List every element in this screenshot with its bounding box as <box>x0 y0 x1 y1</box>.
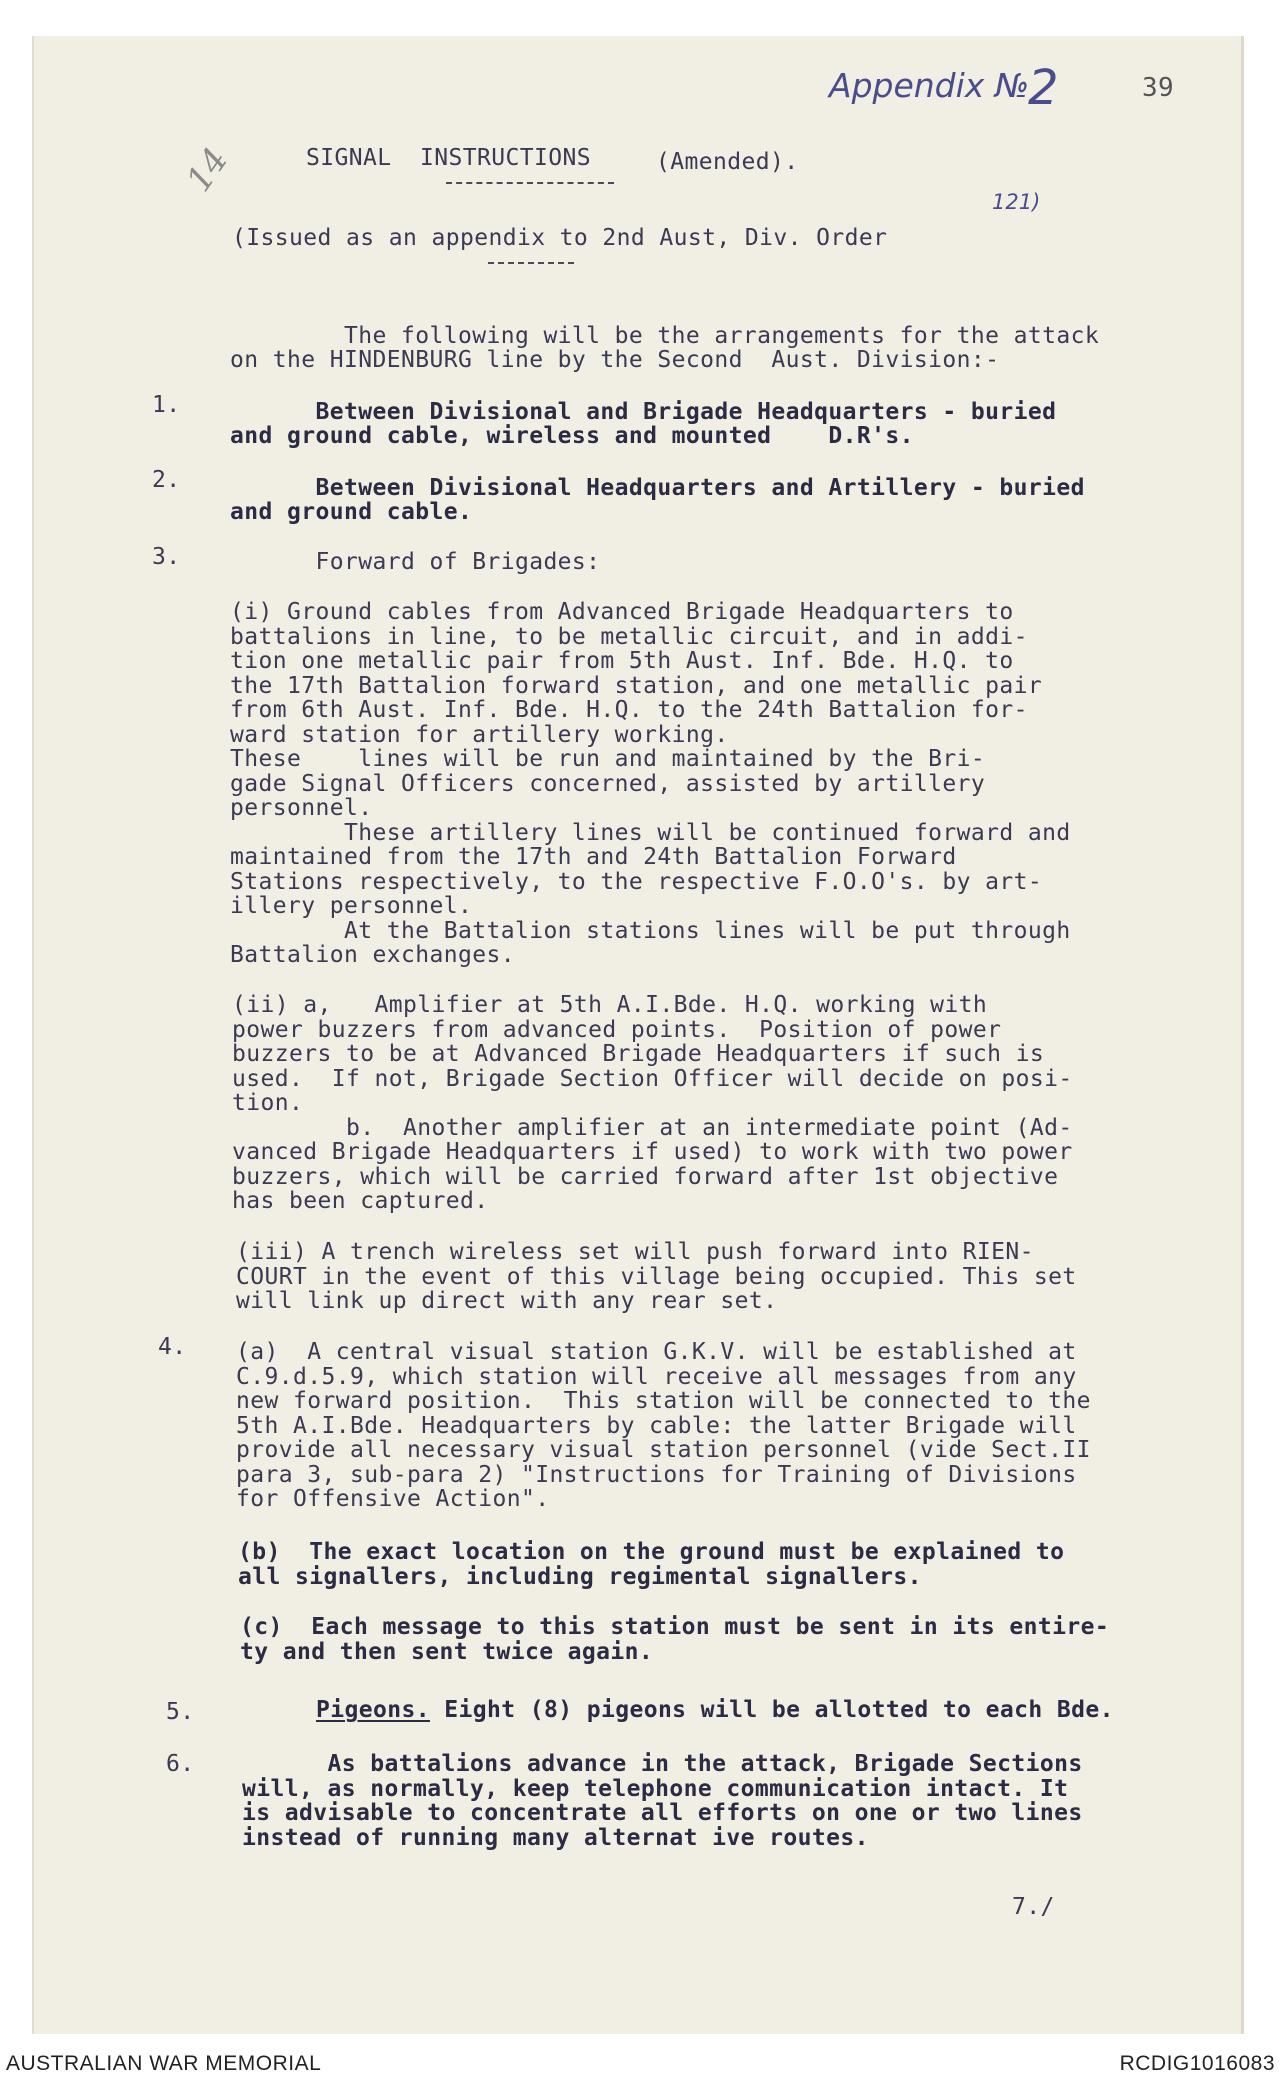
item-1-line: and ground cable, wireless and mounted D.R's. <box>230 423 914 449</box>
item-1-line: Between Divisional and Brigade Headquarters - buried <box>230 399 1057 425</box>
item-2-line: Between Divisional Headquarters and Artillery - buried <box>230 475 1085 501</box>
issued-underline <box>488 262 574 264</box>
item-3-number: 3. <box>152 544 181 570</box>
item-3-i-line: personnel. <box>230 795 373 821</box>
item-3-i-line: (i) Ground cables from Advanced Brigade Headquarters to <box>230 599 1014 625</box>
issued-note: (Issued as an appendix to 2nd Aust, Div. Order <box>232 225 888 251</box>
order-number: 121) <box>992 190 1041 214</box>
item-3-title: Forward of Brigades: <box>230 549 601 575</box>
item-3-i-line: Stations respectively, to the respective F.O.O's. by art- <box>230 868 1043 895</box>
item-3-ii-line: has been captured. <box>232 1188 489 1214</box>
item-2-line: and ground cable. <box>230 499 473 525</box>
item-3-ii-line: buzzers to be at Advanced Brigade Headquarters if such is <box>232 1041 1045 1067</box>
item-6-line: As battalions advance in the attack, Brigade Sections <box>242 1751 1083 1777</box>
appendix-number: 2 <box>1028 60 1059 116</box>
footer-source: AUSTRALIAN WAR MEMORIAL <box>6 2052 322 2075</box>
item-4-a-line: (a) A central visual station G.K.V. will be established at <box>236 1339 1077 1365</box>
intro-line-2: on the HINDENBURG line by the Second Aust. Division:- <box>230 347 1000 373</box>
footer-reference: RCDIG1016083 <box>1119 2052 1275 2075</box>
item-4-a-line: 5th A.I.Bde. Headquarters by cable: the latter Brigade will <box>236 1412 1077 1439</box>
item-6-line: is advisable to concentrate all efforts on one or two lines <box>242 1800 1083 1826</box>
document-title: SIGNAL INSTRUCTIONS <box>306 145 591 171</box>
page-number: 39 <box>1142 73 1175 103</box>
item-4-a-line: provide all necessary visual station personnel (vide Sect.II <box>236 1437 1091 1463</box>
pencil-folio-number: 14 <box>178 140 237 200</box>
item-3-ii-line: b. Another amplifier at an intermediate point (Ad- <box>232 1114 1073 1141</box>
item-3-i-line: gade Signal Officers concerned, assisted by artillery <box>230 770 986 797</box>
item-4-a-line: para 3, sub-para 2) "Instructions for Training of Divisions <box>236 1461 1077 1488</box>
item-3-i-line: These lines will be run and maintained by the Bri- <box>230 746 986 772</box>
item-4-a-line: for Offensive Action". <box>236 1486 550 1512</box>
item-3-iii-line: COURT in the event of this village being occupied. This set <box>236 1263 1077 1290</box>
item-3-iii-line: will link up direct with any rear set. <box>236 1288 778 1314</box>
item-4-c-line: ty and then sent twice again. <box>240 1638 654 1665</box>
item-4-a-line: C.9.d.5.9, which station will receive all messages from any <box>236 1363 1077 1390</box>
item-3-ii-line: vanced Brigade Headquarters if used) to work with two power <box>232 1139 1073 1165</box>
appendix-label: Appendix № <box>829 66 1030 105</box>
item-3-i-line: from 6th Aust. Inf. Bde. H.Q. to the 24th Battalion for- <box>230 697 1028 723</box>
pigeons-text: Eight (8) pigeons will be allotted to each Bde. <box>429 1697 1114 1723</box>
item-4-a-line: new forward position. This station will be connected to the <box>236 1388 1091 1414</box>
item-5-number: 5. <box>166 1699 195 1725</box>
item-6-line: will, as normally, keep telephone communication intact. It <box>242 1775 1069 1802</box>
item-3-ii-line: buzzers, which will be carried forward after 1st objective <box>232 1163 1059 1190</box>
item-3-i-line: Battalion exchanges. <box>230 942 515 968</box>
item-6-number: 6. <box>166 1751 195 1777</box>
item-4-c-line: (c) Each message to this station must be sent in its entire- <box>240 1614 1110 1640</box>
amended-note: (Amended). <box>656 149 799 175</box>
item-3-i-line: These artillery lines will be continued forward and <box>230 819 1071 846</box>
item-1-number: 1. <box>152 392 181 418</box>
item-3-ii-line: power buzzers from advanced points. Position of power <box>232 1016 1002 1043</box>
item-5-text <box>316 1698 1114 1723</box>
item-3-i-line: At the Battalion stations lines will be put through <box>230 917 1071 944</box>
item-3-i-line: ward station for artillery working. <box>230 721 729 748</box>
item-4-b-line: (b) The exact location on the ground must be explained to <box>238 1539 1065 1565</box>
item-3-ii-line: (ii) a, Amplifier at 5th A.I.Bde. H.Q. working with <box>232 992 988 1018</box>
title-underline <box>446 182 614 184</box>
item-2-number: 2. <box>152 467 181 493</box>
item-3-i-line: illery personnel. <box>230 893 473 919</box>
pigeons-heading: Pigeons. <box>316 1697 430 1723</box>
item-4-b-line: all signallers, including regimental signallers. <box>238 1563 922 1590</box>
intro-line-1: The following will be the arrangements for the attack <box>230 323 1100 349</box>
item-3-ii-line: used. If not, Brigade Section Officer will decide on posi- <box>232 1065 1073 1092</box>
item-3-i-line: the 17th Battalion forward station, and one metallic pair <box>230 672 1043 699</box>
item-3-i-line: tion one metallic pair from 5th Aust. Inf. Bde. H.Q. to <box>230 648 1014 674</box>
item-3-i-line: maintained from the 17th and 24th Battalion Forward <box>230 844 957 870</box>
item-3-ii-line: tion. <box>232 1090 304 1116</box>
next-page-marker: 7./ <box>1012 1894 1055 1920</box>
item-3-i-line: battalions in line, to be metallic circuit, and in addi- <box>230 623 1028 650</box>
item-3-iii-line: (iii) A trench wireless set will push forward into RIEN- <box>236 1239 1034 1265</box>
item-6-line: instead of running many alternat ive routes. <box>242 1824 869 1851</box>
item-4-number: 4. <box>158 1334 187 1360</box>
